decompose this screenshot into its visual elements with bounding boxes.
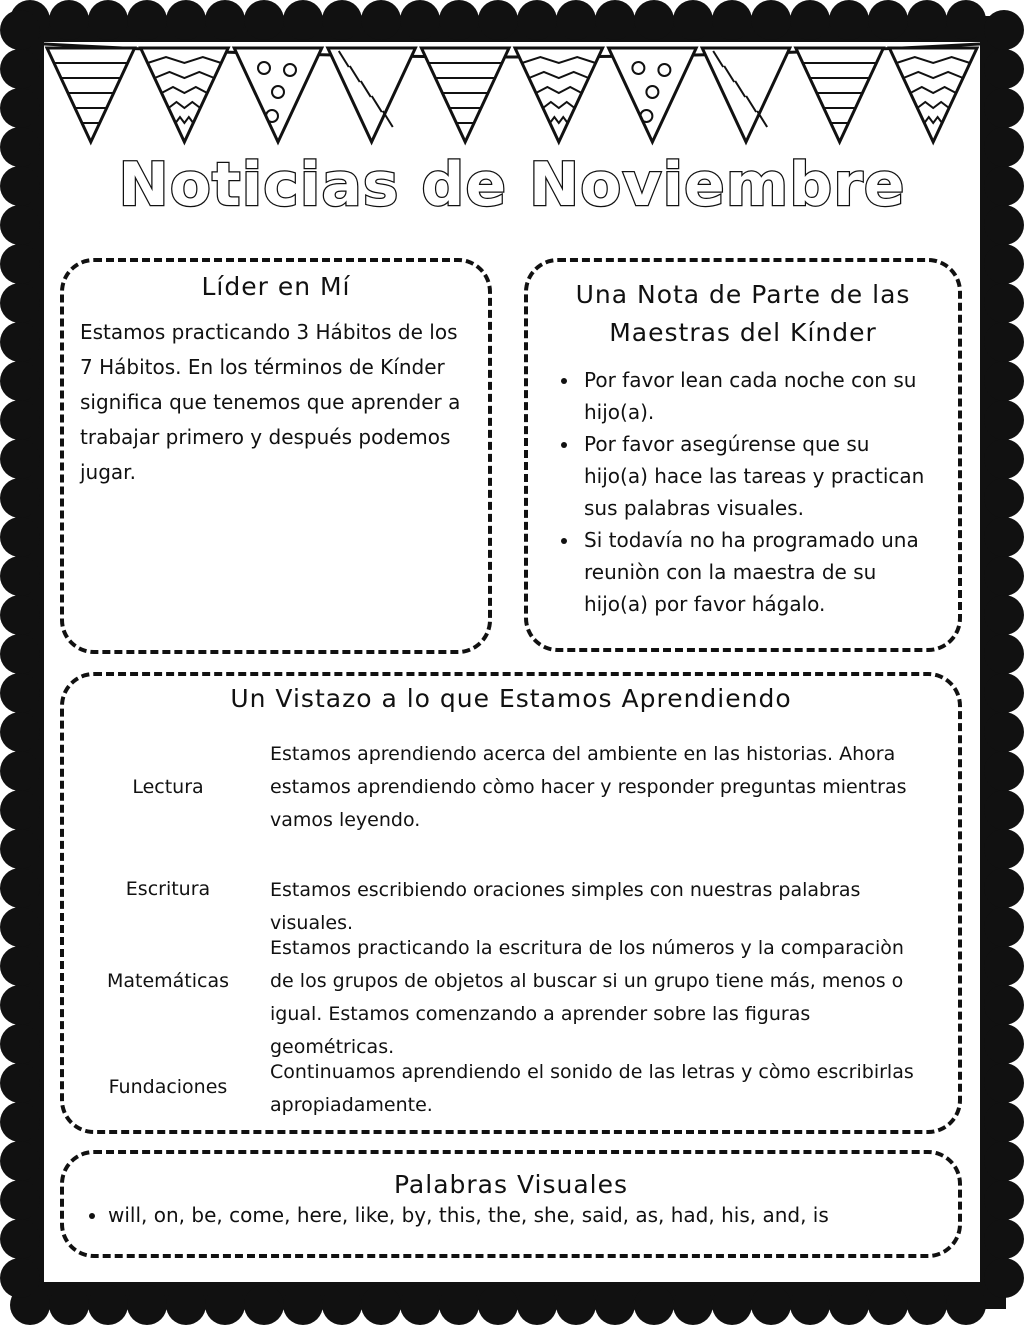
leader-body: Estamos practicando 3 Hábitos de los 7 Hábitos. En los términos de Kínder significa que tenemos que aprender a trabajar primero y después podemos jugar. [80,320,461,484]
newsletter-title: Noticias de Noviembre [118,150,906,220]
subject-description: Estamos practicando la escritura de los números y la comparaciòn de los grupos de objetos al buscar si un grupo tiene más, menos o igual. Estamos comenzando a aprender sobre las figuras geométricas. [270,937,904,1058]
subject-label: Matemáticas [106,970,230,992]
note-item: • Por favor lean cada noche con su hijo(a). [580,364,938,428]
teacher-note-section [524,258,962,652]
leader-heading: Líder en Mí [201,272,351,301]
pennant-flag [609,48,697,142]
learning-glance-section [60,672,962,1134]
leader-in-me-section [60,258,492,654]
subject-description: Estamos aprendiendo acerca del ambiente en las historias. Ahora estamos aprendiendo còmo hacer y responder preguntas mientras vamos leyendo. [270,743,907,831]
sight-heading: Palabras Visuales [393,1170,629,1199]
pennant-banner [0,0,1024,160]
subject-description: Estamos escribiendo oraciones simples con nuestras palabras visuales. [270,879,861,934]
pennant-flag [328,48,416,142]
sight-words-section [60,1150,962,1258]
subject-label: Lectura [132,776,204,798]
sight-list [64,1203,958,1227]
pennant-flag [234,48,322,142]
note-heading: Una Nota de Parte de las Maestras del Kínder [575,280,911,347]
note-item: • Si todavía no ha programado una reuniòn con la maestra de su hijo(a) por favor hágalo. [580,524,938,620]
subject-label: Fundaciones [108,1076,228,1098]
glance-heading: Un Vistazo a lo que Estamos Aprendiendo [230,684,792,713]
subject-description: Continuamos aprendiendo el sonido de las letras y còmo escribirlas apropiadamente. [270,1061,914,1116]
note-list [528,364,938,620]
sight-words: • will, on, be, come, here, like, by, this, the, she, said, as, had, his, and, is [108,1203,958,1227]
subject-label: Escritura [125,878,211,900]
note-item: • Por favor asegúrense que su hijo(a) hace las tareas y practican sus palabras visuales. [580,428,938,524]
pennant-flag [702,48,790,142]
